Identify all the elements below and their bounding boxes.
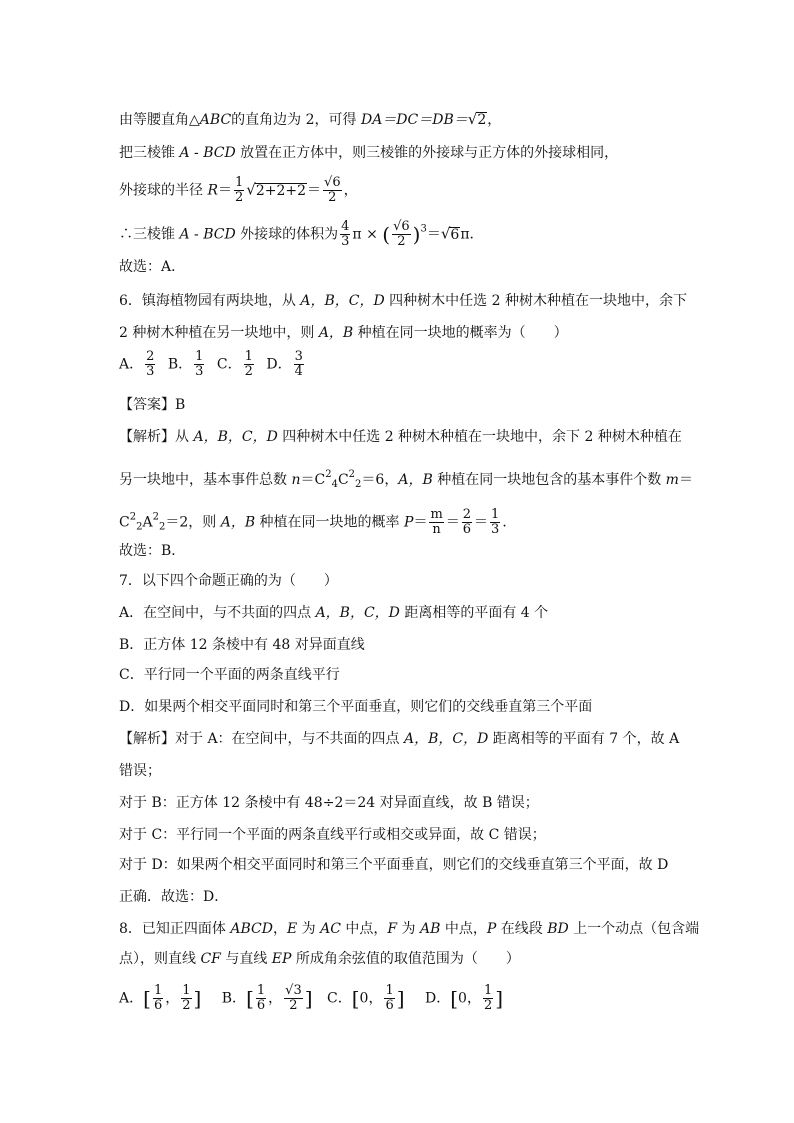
tetrahedron-name: A - BCD [179,145,236,161]
q7-option-d: D．如果两个相交平面同时和第三个平面垂直，则它们的交线垂直第三个平面 [119,699,593,715]
select-6 [119,542,185,560]
text: ∴三棱锥 [119,226,180,243]
q8-option-b: B．[ $\frac{1}{6}$ ， $\frac{√3}{2}$ ] [221,983,313,1013]
text: A，B，C，D [300,293,385,309]
text: m [665,472,679,488]
text: 外接球的体积为 [235,226,339,243]
explain-6-line-3: $C^2_2A^2_2=2$，则 A，B 种植在同一块地的概率 P＝ $\frac{m}{n}$ ＝ $\frac{2}{6}$ ＝ $\frac{1}{3}$ ． [119,507,517,537]
explain-6-line-2: 另一块地中，基本事件总数 $n=C^2_4C^2_2=6$，A，B 种植在同一块地包含的基本事件个数 m＝ [119,469,693,490]
fraction: $\frac{√6}{2}$ [393,219,410,249]
sqrt-value: 2+2+2 [255,182,307,199]
text: π × [352,226,378,243]
text: ＝ [678,472,693,488]
line-3: 外接球的半径 R＝ $\frac{1}{2}$ √2+2+2＝ $\frac{√6}{2}$ ， [119,175,358,205]
q6-line-2 [119,324,568,342]
text: 2 种树木种植在另一块地中，则 [119,325,319,341]
explain-7-line-4: 对于 C：平行同一个平面的两条直线平行或相交或异面，故 C 错误； [119,827,546,843]
option-d: D． $\frac{3}{4}$ [266,349,303,379]
fraction: $\frac{1}{2}$ [235,175,244,205]
text: ＝6， [361,472,399,488]
text: 外接球的半径 [119,182,208,199]
text: 放置在正方体中，则三棱锥的外接球与正方体的外接球相同， [235,145,619,161]
fraction: $\frac{m}{n}$ [430,507,443,537]
line-5 [119,258,185,276]
text: 由等腰直角△ [119,112,200,128]
line-1: 由等腰直角△ABC的直角边为 2，可得 DA＝DC＝DB＝√2， [119,110,502,128]
text: n [291,472,301,488]
text: C [337,472,349,488]
q7-stem [119,572,338,590]
q8-line-1: 8．已知正四面体 ABCD，E 为 AC 中点，F 为 AB 中点，P 在线段 BD 上一个动点（包含端 [119,921,700,937]
equation: DA＝DC＝DB＝ [360,112,468,128]
text: ＝ [300,472,315,488]
q7-option-b: B．正方体 12 条棱中有 48 对异面直线 [119,637,365,653]
text: ＝ [218,182,232,199]
triangle-name: ABC [199,112,232,128]
answer-6 [119,396,185,414]
q6-options [119,350,312,379]
text: 四种树木中任选 2 种树木种植在一块地中，余下 2 种树木种植在 [277,429,682,445]
text: A，B，C，D [193,429,278,445]
text: 的直角边为 2，可得 [231,112,361,128]
option-c: C． $\frac{1}{2}$ [216,349,253,379]
q8-options [119,984,509,1013]
explain-6-line-1 [119,428,682,446]
tetrahedron-name: A - BCD [179,226,236,243]
text: 另一块地中，基本事件总数 [119,472,292,488]
sqrt-value: 2 [477,112,487,128]
q6-line-1 [119,292,687,310]
q7-option-a: A．在空间中，与不共面的四点 A，B，C，D 距离相等的平面有 4 个 [119,605,549,621]
fraction: $\frac{4}{3}$ [341,219,350,249]
text: A，B [398,472,433,488]
var-R: R [207,182,218,199]
explain-7-line-3: 对于 B：正方体 12 条棱中有 48÷2＝24 对异面直线，故 B 错误； [119,795,539,811]
text: ， [343,182,358,199]
text: 种植在同一块地包含的基本事件个数 [432,472,666,488]
text: 种植在同一块地的概率为（ ） [353,325,568,341]
q8-line-2: 点），则直线 CF 与直线 EP 所成角余弦值的取值范围为（ ） [119,951,520,967]
text: π． [460,226,484,243]
text: ＝ [307,182,322,199]
option-a: A． $\frac{2}{3}$ [119,349,155,379]
fraction: $\frac{√6}{2}$ [324,175,341,205]
exponent: 3 [420,223,427,235]
text: ， [487,112,502,128]
explain-7-line-1: 【解析】对于 A：在空间中，与不共面的四点 A，B，C，D 距离相等的平面有 7 个，故 A [119,731,680,747]
explain-7-line-6: 正确．故选：D． [119,889,229,905]
text: 6．镇海植物园有两块地，从 [119,293,301,309]
explain-7-line-2: 错误； [119,763,161,779]
fraction: $\frac{2}{6}$ [462,507,472,537]
text: 故选：B． [119,543,186,559]
text: A，B [220,514,256,531]
text: ＝ [426,226,441,243]
text: P [404,514,414,531]
text: 把三棱锥 [119,145,180,161]
q7-option-c: C．平行同一个平面的两条直线平行 [119,667,340,683]
line-4: ∴三棱锥 A - BCD 外接球的体积为 $\frac{4}{3}$ π × ( $\frac{√6}{2}$ )$^3$＝√6π． [119,219,484,249]
text: 【解析】从 [119,429,194,445]
q8-option-d: D．[0， $\frac{1}{2}$ ] [425,983,504,1013]
fraction: $\frac{1}{3}$ [491,507,500,537]
q8-option-a: A．[ $\frac{1}{6}$ ， $\frac{1}{2}$ ] [119,983,202,1013]
text: C [314,472,326,488]
explain-7-line-5: 对于 D：如果两个相交平面同时和第三个平面垂直，则它们的交线垂直第三个平面，故 D [119,857,669,873]
text: 故选：A． [119,259,186,275]
text: 种植在同一块地的概率 [255,514,405,531]
line-2 [119,144,618,162]
option-b: B． $\frac{1}{3}$ [167,349,204,379]
text: 四种树木中任选 2 种树木种植在一块地中，余下 [384,293,687,309]
text: 【答案】B [119,397,186,413]
text: ＝2，则 [165,514,221,531]
q8-option-c: C．[0， $\frac{1}{6}$ ] [327,983,405,1013]
text: A，B [318,325,354,341]
text: 7．以下四个命题正确的为（ ） [119,573,338,589]
sqrt-value: 6 [450,226,460,243]
